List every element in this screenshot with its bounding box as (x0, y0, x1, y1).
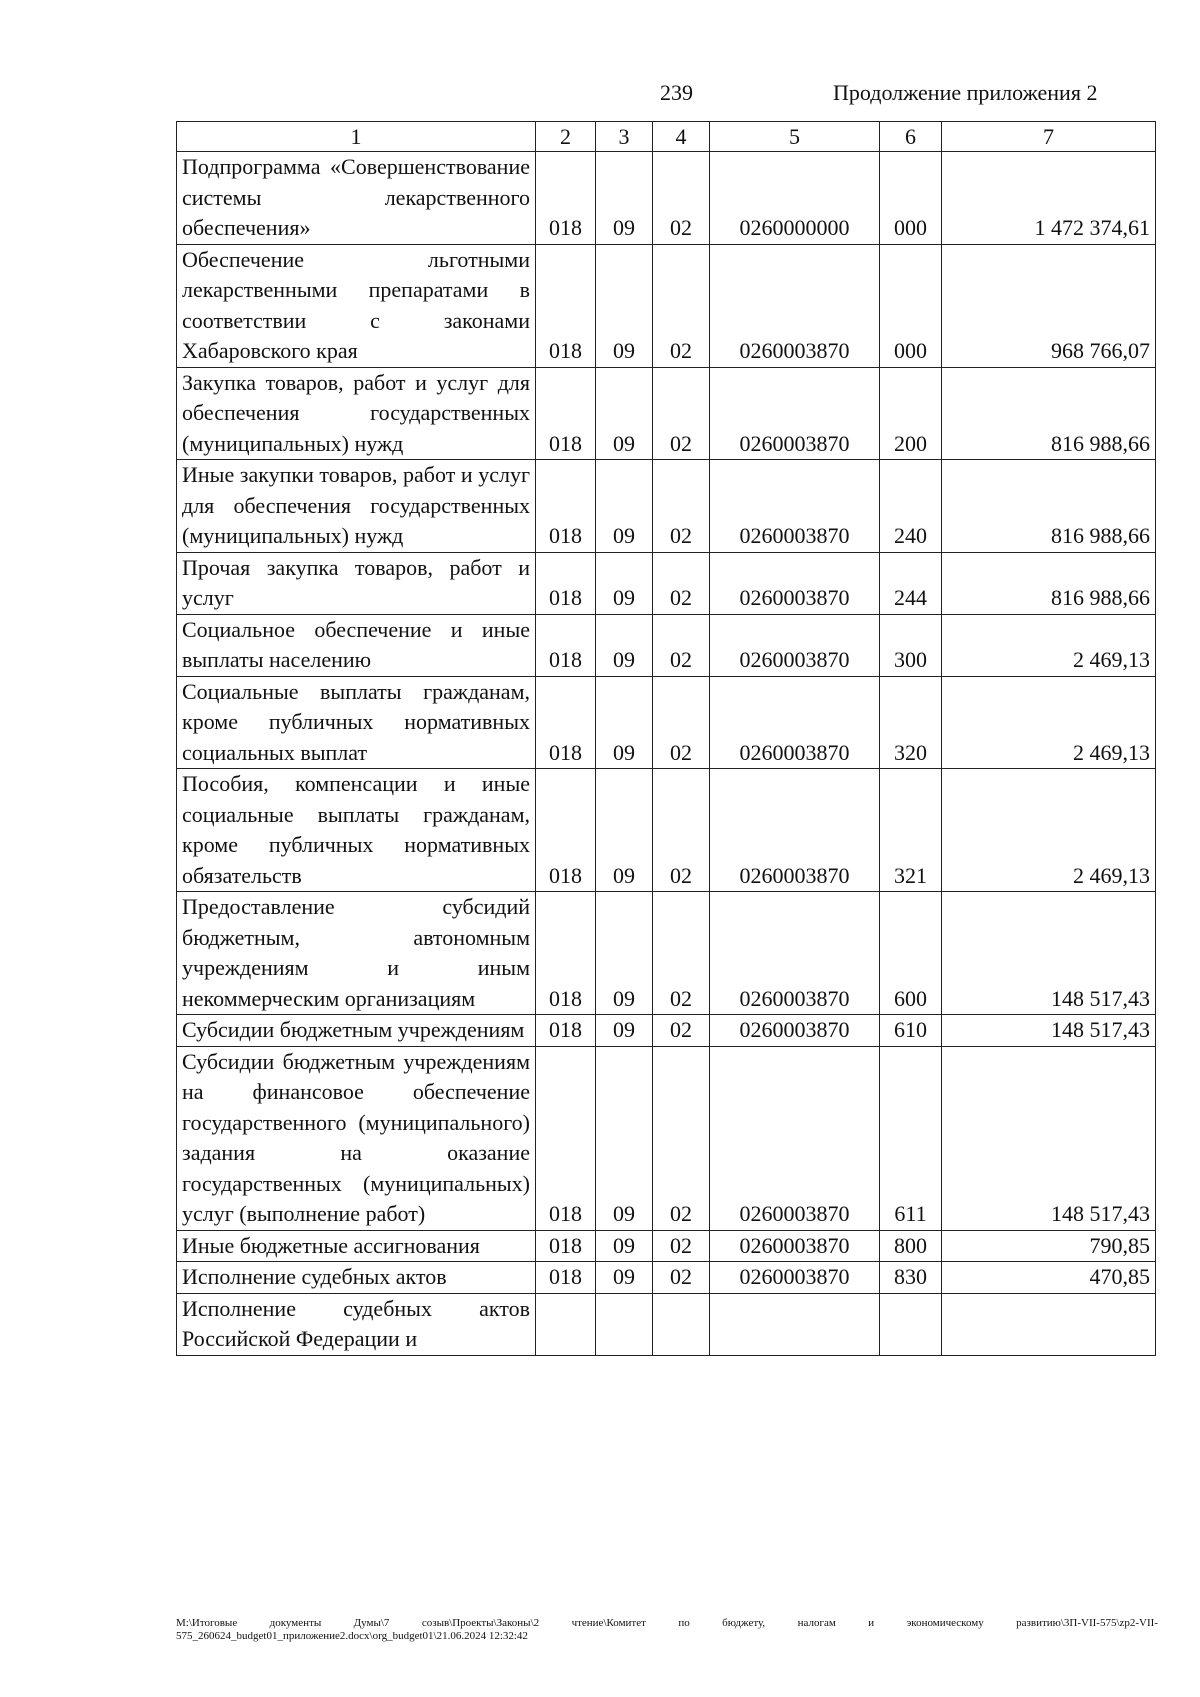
cell-section: 09 (596, 614, 653, 676)
cell-subsection: 02 (653, 1015, 710, 1047)
cell-amount: 2 469,13 (942, 614, 1156, 676)
cell-amount: 148 517,43 (942, 1046, 1156, 1230)
column-header: 4 (653, 122, 710, 152)
cell-section: 09 (596, 1015, 653, 1047)
cell-subsection: 02 (653, 1230, 710, 1262)
table-row (177, 152, 1156, 245)
cell-amount (942, 1293, 1156, 1355)
cell-expense-type: 600 (880, 892, 942, 1015)
cell-amount: 470,85 (942, 1262, 1156, 1294)
cell-target-item: 0260003870 (710, 676, 880, 769)
cell-section: 09 (596, 769, 653, 892)
cell-amount: 968 766,07 (942, 244, 1156, 367)
cell-target-item: 0260000000 (710, 152, 880, 245)
cell-subsection: 02 (653, 676, 710, 769)
table-row (177, 1046, 1156, 1230)
cell-expense-type: 244 (880, 552, 942, 614)
table-row (177, 769, 1156, 892)
cell-section: 09 (596, 460, 653, 553)
table-row (177, 244, 1156, 367)
cell-amount: 148 517,43 (942, 892, 1156, 1015)
cell-admin-code: 018 (536, 152, 596, 245)
cell-expense-type (880, 1293, 942, 1355)
column-header: 2 (536, 122, 596, 152)
cell-expense-type: 300 (880, 614, 942, 676)
cell-target-item: 0260003870 (710, 552, 880, 614)
cell-admin-code: 018 (536, 769, 596, 892)
cell-amount: 2 469,13 (942, 676, 1156, 769)
cell-expense-type: 611 (880, 1046, 942, 1230)
cell-admin-code: 018 (536, 892, 596, 1015)
cell-name: Субсидии бюджетным учреждениям на финансовое обеспечение государственного (муниципального) задания на оказание государственных (муниципальных) услуг (выполнение работ) (177, 1046, 536, 1230)
cell-admin-code: 018 (536, 367, 596, 460)
continuation-label: Продолжение приложения 2 (833, 80, 1098, 105)
cell-target-item: 0260003870 (710, 367, 880, 460)
cell-expense-type: 610 (880, 1015, 942, 1047)
cell-section: 09 (596, 892, 653, 1015)
cell-section: 09 (596, 1230, 653, 1262)
cell-section: 09 (596, 1046, 653, 1230)
column-header: 5 (710, 122, 880, 152)
cell-target-item: 0260003870 (710, 1015, 880, 1047)
cell-name: Пособия, компенсации и иные социальные выплаты гражданам, кроме публичных нормативных обязательств (177, 769, 536, 892)
cell-target-item (710, 1293, 880, 1355)
cell-admin-code: 018 (536, 1015, 596, 1047)
cell-name: Иные бюджетные ассигнования (177, 1230, 536, 1262)
cell-name: Обеспечение льготными лекарственными препаратами в соответствии с законами Хабаровского края (177, 244, 536, 367)
cell-target-item: 0260003870 (710, 1046, 880, 1230)
table-row (177, 892, 1156, 1015)
cell-amount: 148 517,43 (942, 1015, 1156, 1047)
cell-name: Предоставление субсидий бюджетным, автономным учреждениям и иным некоммерческим организациям (177, 892, 536, 1015)
cell-target-item: 0260003870 (710, 460, 880, 553)
cell-name: Исполнение судебных актов (177, 1262, 536, 1294)
table-row (177, 1015, 1156, 1047)
cell-expense-type: 240 (880, 460, 942, 553)
page-number: 239 (660, 80, 693, 105)
cell-name: Иные закупки товаров, работ и услуг для обеспечения государственных (муниципальных) нужд (177, 460, 536, 553)
footer-file-path: M:\Итоговые документы Думы\7 созыв\Проекты\Законы\2 чтение\Комитет по бюджету, налогам и экономическому развитию\3П-VII-575\zp2-VII-575_260624_budget01_приложение2.docx\org_budget01\21.06.2024 12:32:42 (176, 1617, 1158, 1642)
cell-admin-code (536, 1293, 596, 1355)
cell-subsection (653, 1293, 710, 1355)
cell-subsection: 02 (653, 367, 710, 460)
table-row (177, 1230, 1156, 1262)
cell-section: 09 (596, 152, 653, 245)
cell-admin-code: 018 (536, 676, 596, 769)
cell-expense-type: 000 (880, 152, 942, 245)
table-row (177, 1293, 1156, 1355)
cell-subsection: 02 (653, 244, 710, 367)
cell-amount: 790,85 (942, 1230, 1156, 1262)
cell-amount: 1 472 374,61 (942, 152, 1156, 245)
cell-name: Социальное обеспечение и иные выплаты населению (177, 614, 536, 676)
cell-section: 09 (596, 367, 653, 460)
cell-section: 09 (596, 552, 653, 614)
cell-amount: 2 469,13 (942, 769, 1156, 892)
cell-name: Подпрограмма «Совершенствование системы лекарственного обеспечения» (177, 152, 536, 245)
cell-expense-type: 321 (880, 769, 942, 892)
cell-admin-code: 018 (536, 552, 596, 614)
cell-name: Субсидии бюджетным учреждениям (177, 1015, 536, 1047)
cell-subsection: 02 (653, 614, 710, 676)
cell-target-item: 0260003870 (710, 1230, 880, 1262)
cell-expense-type: 320 (880, 676, 942, 769)
column-header: 1 (177, 122, 536, 152)
table-row (177, 460, 1156, 553)
column-header: 6 (880, 122, 942, 152)
table-row (177, 1262, 1156, 1294)
cell-name: Закупка товаров, работ и услуг для обеспечения государственных (муниципальных) нужд (177, 367, 536, 460)
cell-name: Прочая закупка товаров, работ и услуг (177, 552, 536, 614)
cell-admin-code: 018 (536, 1262, 596, 1294)
cell-subsection: 02 (653, 1262, 710, 1294)
column-header: 3 (596, 122, 653, 152)
cell-expense-type: 830 (880, 1262, 942, 1294)
cell-expense-type: 200 (880, 367, 942, 460)
cell-subsection: 02 (653, 892, 710, 1015)
table-row (177, 367, 1156, 460)
table-row (177, 676, 1156, 769)
cell-admin-code: 018 (536, 1046, 596, 1230)
cell-target-item: 0260003870 (710, 1262, 880, 1294)
table-row (177, 552, 1156, 614)
cell-subsection: 02 (653, 769, 710, 892)
column-header: 7 (942, 122, 1156, 152)
cell-target-item: 0260003870 (710, 614, 880, 676)
cell-admin-code: 018 (536, 1230, 596, 1262)
cell-subsection: 02 (653, 1046, 710, 1230)
cell-target-item: 0260003870 (710, 244, 880, 367)
cell-section (596, 1293, 653, 1355)
table-header-row (177, 122, 1156, 152)
cell-name: Социальные выплаты гражданам, кроме публичных нормативных социальных выплат (177, 676, 536, 769)
cell-amount: 816 988,66 (942, 367, 1156, 460)
cell-expense-type: 800 (880, 1230, 942, 1262)
cell-amount: 816 988,66 (942, 460, 1156, 553)
cell-admin-code: 018 (536, 460, 596, 553)
cell-name: Исполнение судебных актов Российской Федерации и (177, 1293, 536, 1355)
cell-amount: 816 988,66 (942, 552, 1156, 614)
cell-admin-code: 018 (536, 244, 596, 367)
cell-target-item: 0260003870 (710, 892, 880, 1015)
cell-target-item: 0260003870 (710, 769, 880, 892)
cell-section: 09 (596, 244, 653, 367)
cell-section: 09 (596, 1262, 653, 1294)
cell-section: 09 (596, 676, 653, 769)
cell-subsection: 02 (653, 460, 710, 553)
cell-admin-code: 018 (536, 614, 596, 676)
cell-expense-type: 000 (880, 244, 942, 367)
cell-subsection: 02 (653, 152, 710, 245)
cell-subsection: 02 (653, 552, 710, 614)
table-row (177, 614, 1156, 676)
budget-table (176, 121, 1156, 1356)
